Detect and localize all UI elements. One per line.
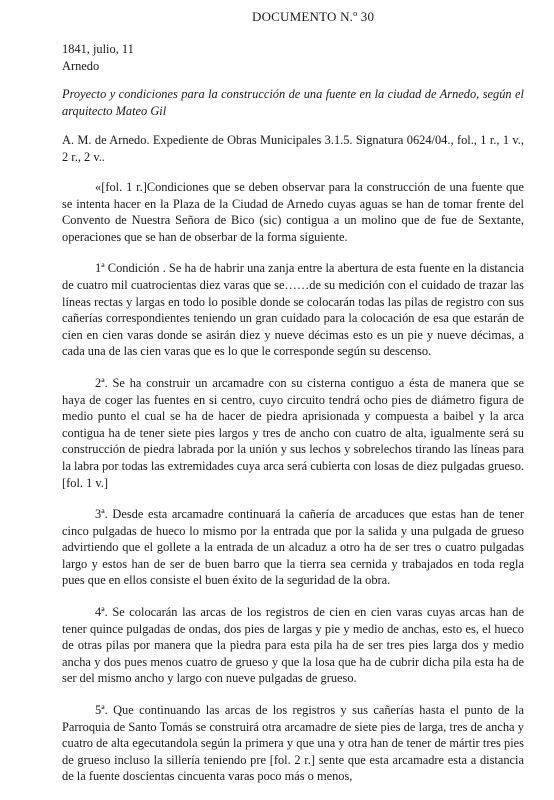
source-text: A. M. de Arnedo. Expediente de Obras Municipales 3.1.5. Signatura 0624/04., fol., 1 r., 1 v., 2 r., 2 v.. bbox=[62, 133, 524, 164]
paragraph-condition-1: 1ª Condición . Se ha de habrir una zanja entre la abertura de esta fuente en la distancia de cuatro mil cuatrocientas diez varas que se……de su medición con el cuidado de trazar las líneas rectas y largas en todo lo posible donde se colocarán todas las pilas de registro con sus cañerías correspondientes teniendo un gran cuidado para la colocación de esa que estarán de cien en cien varas donde se asirán diez y nueve décimas esto es un pie y nueve décimas, a cada una de las cien varas que es lo que le corresponde según su descenso. bbox=[62, 261, 524, 359]
paragraph-condition-3: 3ª. Desde esta arcamadre continuará la cañería de arcaduces que estas han de tener cinco pulgadas de hueco lo mismo por la entrada que por la salida y una pulgada de grueso advirtiendo que el gollete a la entrada de un alcaduz a otro ha de ser tres o cuatro pulgadas largo y estos han de ser de buen barro que la tierra sea cernida y trabajados en toda regla pues que en ellos consiste el buen éxito de la seguridad de la obra. bbox=[62, 507, 524, 588]
document-date: 1841, julio, 11 bbox=[62, 42, 134, 56]
date-place-block bbox=[62, 41, 524, 74]
document-body bbox=[62, 179, 524, 800]
paragraph-condition-4: 4ª. Se colocarán las arcas de los registros de cien en cien varas cuyas arcas han de tener quince pulgadas de ondas, dos pies de largas y pie y medio de anchas, esto es, el hueco de otras pilas por manera que la piedra para esta pila ha de ser tres pies larga dos y medio ancha y dos pues menos cuatro de grueso y que la losa que ha de cubrir dicha pila esta ha de ser del mismo ancho y largo con nueve pulgadas de grueso. bbox=[62, 605, 524, 686]
summary-text: Proyecto y condiciones para la construcción de una fuente en la ciudad de Arnedo, según el arquitecto Mateo Gil bbox=[62, 87, 524, 118]
paragraph-condition-5: 5ª. Que continuando las arcas de los registros y sus cañerías hasta el punto de la Parroquia de Santo Tomás se construirá otra arcamadre de siete pies de larga, tres de ancha y cuatro de alta egecutandola según la primera y que una y otra han de tener de mártir tres pies de grueso incluso la sillería teniendo pre [fol. 2 r.] sente que esta arcamadre esta a distancia de la fuente doscientas cincuenta varas poco más o menos, bbox=[62, 703, 524, 784]
archive-source bbox=[62, 132, 524, 165]
document-number: DOCUMENTO N.º 30 bbox=[252, 9, 375, 24]
document-summary bbox=[62, 86, 524, 119]
paragraph-intro: «[fol. 1 r.]Condiciones que se deben observar para la construcción de una fuente que se intenta hacer en la Plaza de la Ciudad de Arnedo cuyas aguas se han de tomar frente del Convento de Nuestra Señora de Bico (sic) contigua a un molino que de fue de Sextante, operaciones que se han de obserbar de la forma siguiente. bbox=[62, 180, 524, 244]
document-place: Arnedo bbox=[62, 58, 100, 73]
paragraph-condition-2: 2ª. Se ha construir un arcamadre con su cisterna contiguo a ésta de manera que se haya de coger las fuentes en si centro, cuyo circuito tendrá ocho pies de diámetro figura de medio punto el cual se ha de hacer de piedra aprisionada y compuesta a baibel y la arca contigua ha de tener siete pies largos y tres de ancho con cuatro de alta, igualmente será su construcción de piedra labrada por la unión y sus lechos y sobrelechos tirando las líneas para la labra por todas las extremidades cuya arca será cubierta con losas de diez pulgadas grueso.[fol. 1 v.] bbox=[62, 375, 524, 490]
